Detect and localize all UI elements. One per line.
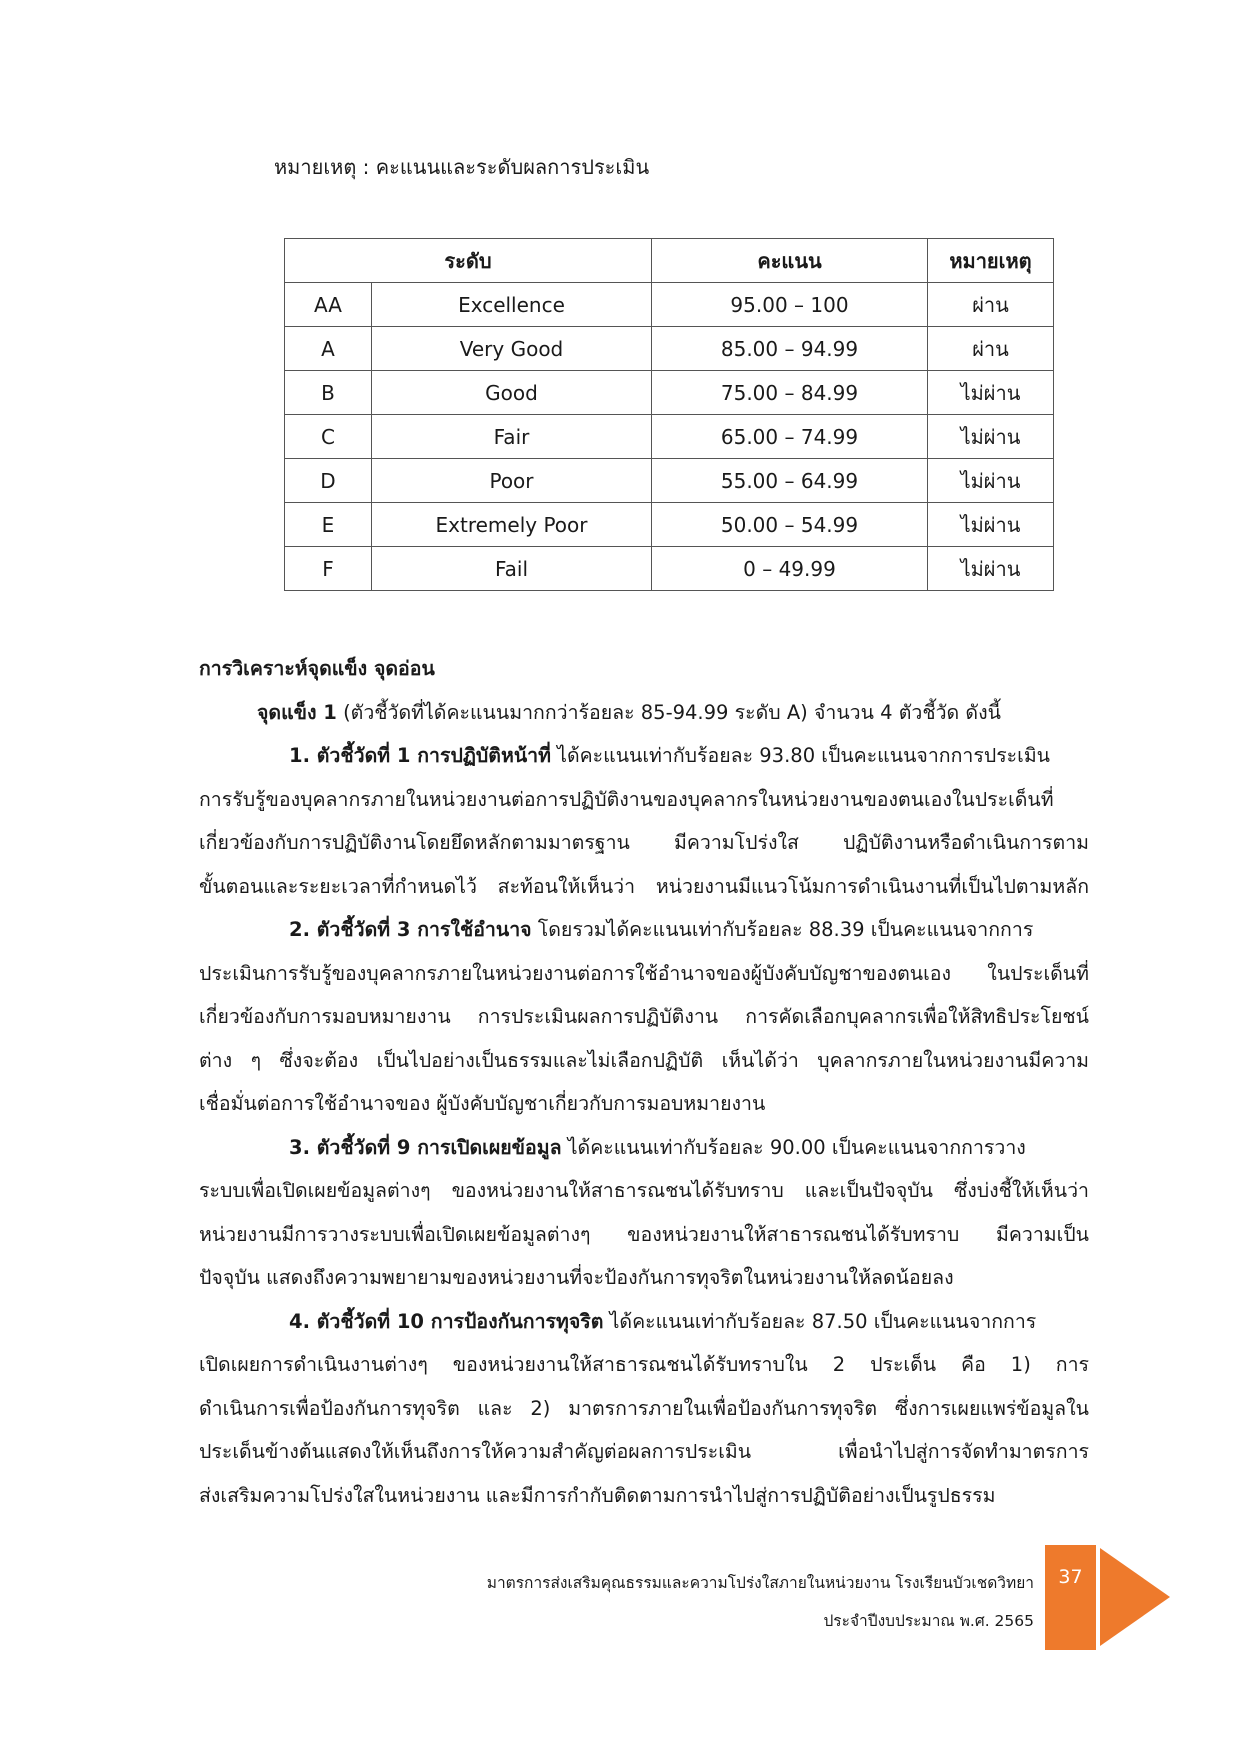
grade-code: A: [285, 327, 372, 371]
grade-name: Fair: [372, 415, 652, 459]
grade-remark: ไม่ผ่าน: [928, 547, 1054, 591]
indicator-title: 4. ตัวชี้วัดที่ 10 การป้องกันการทุจริต: [289, 1309, 604, 1333]
paragraph-line: เปิดเผยการดำเนินงานต่างๆ ของหน่วยงานให้สาธารณชนได้รับทราบใน 2 ประเด็น คือ 1) การ: [199, 1353, 1089, 1376]
grade-score: 75.00 – 84.99: [652, 371, 928, 415]
grade-code: F: [285, 547, 372, 591]
page-number-box: [1045, 1545, 1096, 1650]
grade-name: Excellence: [372, 283, 652, 327]
grade-name: Extremely Poor: [372, 503, 652, 547]
table-row: [285, 283, 1054, 327]
grade-score: 0 – 49.99: [652, 547, 928, 591]
grade-code: B: [285, 371, 372, 415]
header-level: ระดับ: [285, 239, 652, 283]
grade-remark: ผ่าน: [928, 283, 1054, 327]
paragraph-line: ประเด็นข้างต้นแสดงให้เห็นถึงการให้ความสำคัญต่อผลการประเมิน เพื่อนำไปสู่การจัดทำมาตรการ: [199, 1440, 1089, 1463]
footer-line-1: มาตรการส่งเสริมคุณธรรมและความโปร่งใสภายในหน่วยงาน โรงเรียนบัวเชดวิทยา: [486, 1574, 1034, 1592]
grade-remark: ผ่าน: [928, 327, 1054, 371]
strength-text: (ตัวชี้วัดที่ได้คะแนนมากกว่าร้อยละ 85-94.99 ระดับ A) จำนวน 4 ตัวชี้วัด ดังนี้: [336, 700, 1001, 724]
grade-table: [284, 238, 1054, 591]
grade-name: Fail: [372, 547, 652, 591]
grade-name: Good: [372, 371, 652, 415]
paragraph-line: การรับรู้ของบุคลากรภายในหน่วยงานต่อการปฏิบัติงานของบุคลากรในหน่วยงานของตนเองในประเด็นที่: [199, 787, 1054, 811]
paragraph-line: เกี่ยวข้องกับการมอบหมายงาน การประเมินผลการปฏิบัติงาน การคัดเลือกบุคลากรเพื่อให้สิทธิประโยชน์: [199, 1005, 1089, 1028]
paragraph-line: ขั้นตอนและระยะเวลาที่กำหนดไว้ สะท้อนให้เห็นว่า หน่วยงานมีแนวโน้มการดำเนินงานที่เป็นไปตามหลัก: [199, 874, 1089, 898]
paragraph-line: ประเมินการรับรู้ของบุคลากรภายในหน่วยงานต่อการใช้อำนาจของผู้บังคับบัญชาของตนเอง ในประเด็นที่: [199, 961, 1089, 985]
grade-code: D: [285, 459, 372, 503]
paragraph-line: เกี่ยวข้องกับการปฏิบัติงานโดยยึดหลักตามมาตรฐาน มีความโปร่งใส ปฏิบัติงานหรือดำเนินการตาม: [199, 831, 1089, 854]
paragraph-line: ระบบเพื่อเปิดเผยข้อมูลต่างๆ ของหน่วยงานให้สาธารณชนได้รับทราบ และเป็นปัจจุบัน ซึ่งบ่งชี้ให้เห็นว่า: [199, 1179, 1089, 1202]
table-row: [285, 415, 1054, 459]
table-header-row: [285, 239, 1054, 283]
grade-remark: ไม่ผ่าน: [928, 503, 1054, 547]
indicator-3-first-line: 3. ตัวชี้วัดที่ 9 การเปิดเผยข้อมูล ได้คะแนนเท่ากับร้อยละ 90.00 เป็นคะแนนจากการวาง: [289, 1135, 1026, 1159]
grade-code: E: [285, 503, 372, 547]
header-score: คะแนน: [652, 239, 928, 283]
indicator-1-first-line: 1. ตัวชี้วัดที่ 1 การปฏิบัติหน้าที่ ได้คะแนนเท่ากับร้อยละ 93.80 เป็นคะแนนจากการประเมิน: [289, 744, 1050, 767]
paragraph-line: เชื่อมั่นต่อการใช้อำนาจของ ผู้บังคับบัญชาเกี่ยวกับการมอบหมายงาน: [199, 1092, 766, 1115]
grade-remark: ไม่ผ่าน: [928, 459, 1054, 503]
paragraph-line: ปัจจุบัน แสดงถึงความพยายามของหน่วยงานที่จะป้องกันการทุจริตในหน่วยงานให้ลดน้อยลง: [199, 1266, 954, 1289]
indicator-title: 1. ตัวชี้วัดที่ 1 การปฏิบัติหน้าที่: [289, 744, 551, 767]
indicator-title: 2. ตัวชี้วัดที่ 3 การใช้อำนาจ: [289, 918, 532, 941]
indicator-title: 3. ตัวชี้วัดที่ 9 การเปิดเผยข้อมูล: [289, 1135, 562, 1159]
strength-intro: [199, 691, 1089, 735]
table-row: [285, 371, 1054, 415]
grade-name: Poor: [372, 459, 652, 503]
grade-score: 85.00 – 94.99: [652, 327, 928, 371]
indicator-2-first-line: 2. ตัวชี้วัดที่ 3 การใช้อำนาจ โดยรวมได้คะแนนเท่ากับร้อยละ 88.39 เป็นคะแนนจากการ: [289, 918, 1034, 941]
paragraph-line: หน่วยงานมีการวางระบบเพื่อเปิดเผยข้อมูลต่างๆ ของหน่วยงานให้สาธารณชนได้รับทราบ มีความเป็น: [199, 1222, 1089, 1246]
header-remark: หมายเหตุ: [928, 239, 1054, 283]
page-number: 37: [1058, 1566, 1083, 1588]
grade-remark: ไม่ผ่าน: [928, 371, 1054, 415]
grade-score: 95.00 – 100: [652, 283, 928, 327]
paragraph-line: ดำเนินการเพื่อป้องกันการทุจริต และ 2) มาตรการภายในเพื่อป้องกันการทุจริต ซึ่งการเผยแพร่ข้อมูลใน: [199, 1396, 1089, 1420]
table-row: [285, 503, 1054, 547]
footer-title: [487, 1564, 1034, 1640]
grade-score: 55.00 – 64.99: [652, 459, 928, 503]
paragraph-line: ต่าง ๆ ซึ่งจะต้อง เป็นไปอย่างเป็นธรรมและไม่เลือกปฏิบัติ เห็นได้ว่า บุคลากรภายในหน่วยงานมีความ: [199, 1048, 1089, 1072]
table-row: [285, 327, 1054, 371]
indicator-4-first-line: 4. ตัวชี้วัดที่ 10 การป้องกันการทุจริต ได้คะแนนเท่ากับร้อยละ 87.50 เป็นคะแนนจากการ: [289, 1309, 1037, 1333]
footer-line-2: ประจำปีงบประมาณ พ.ศ. 2565: [823, 1612, 1034, 1630]
grade-name: Very Good: [372, 327, 652, 371]
table-row: [285, 547, 1054, 591]
grade-remark: ไม่ผ่าน: [928, 415, 1054, 459]
grade-score: 50.00 – 54.99: [652, 503, 928, 547]
section-heading: การวิเคราะห์จุดแข็ง จุดอ่อน: [199, 657, 435, 680]
analysis-section: [199, 647, 1089, 1517]
grade-score: 65.00 – 74.99: [652, 415, 928, 459]
table-row: [285, 459, 1054, 503]
grade-code: AA: [285, 283, 372, 327]
page-arrow-icon: [1100, 1548, 1170, 1646]
paragraph-line: ส่งเสริมความโปร่งใสในหน่วยงาน และมีการกำกับติดตามการนำไปสู่การปฏิบัติอย่างเป็นรูปธรรม: [199, 1483, 996, 1507]
table-caption: หมายเหตุ : คะแนนและระดับผลการประเมิน: [274, 155, 650, 179]
grade-code: C: [285, 415, 372, 459]
strength-label: จุดแข็ง 1: [257, 700, 337, 724]
